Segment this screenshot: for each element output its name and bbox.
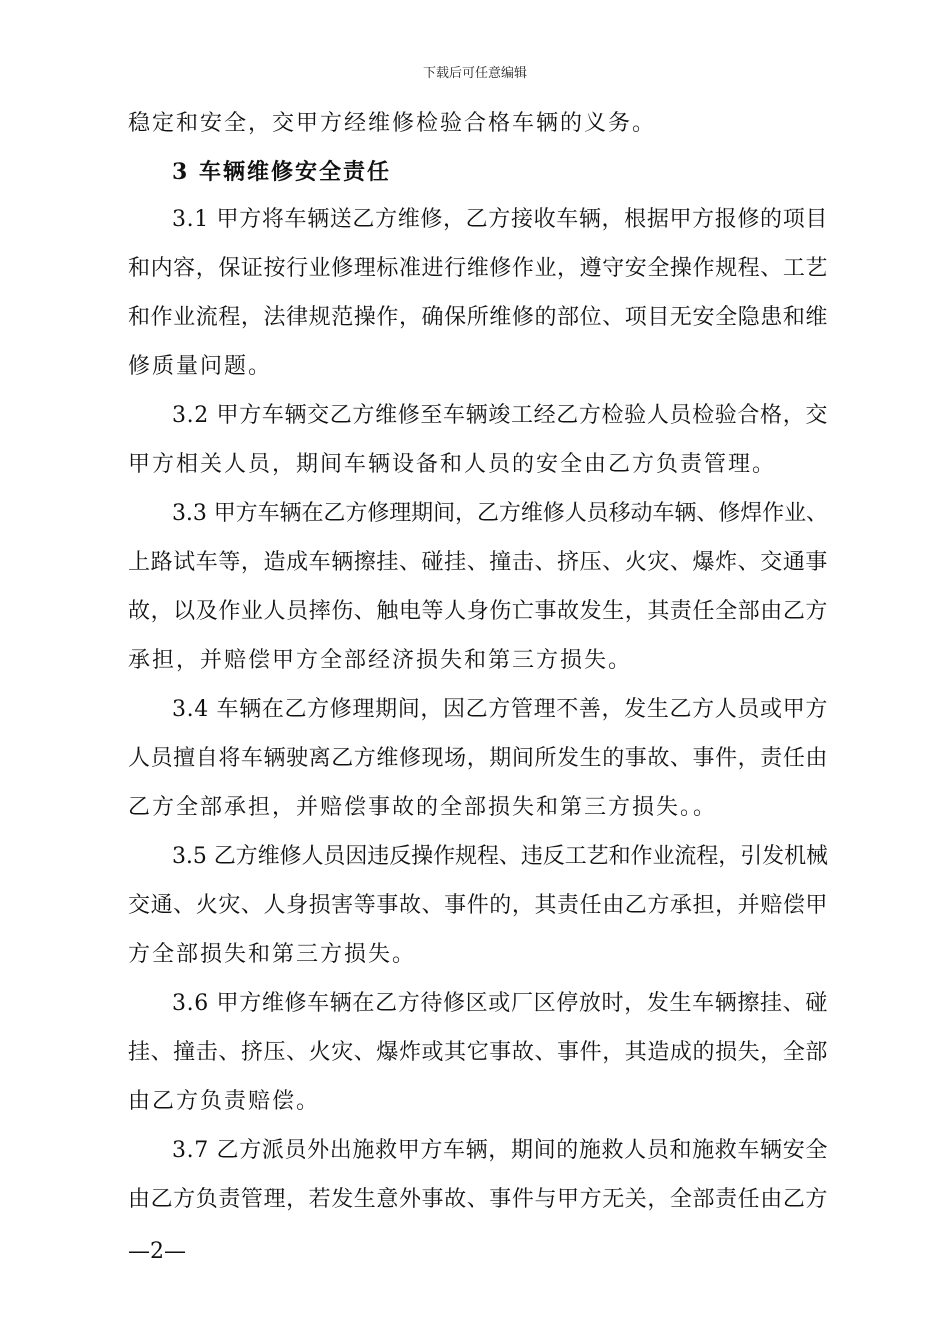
text-line: 3.2 甲方车辆交乙方维修至车辆竣工经乙方检验人员检验合格，交 xyxy=(172,403,828,428)
text-line: 3.4 车辆在乙方修理期间，因乙方管理不善，发生乙方人员或甲方 xyxy=(172,697,828,722)
page-number: —2— xyxy=(128,1239,186,1264)
text-line: 3.5 乙方维修人员因违反操作规程、违反工艺和作业流程，引发机械 xyxy=(172,844,828,869)
section-heading: 3 车辆维修安全责任 xyxy=(172,159,391,185)
text-line: 3.1 甲方将车辆送乙方维修，乙方接收车辆，根据甲方报修的项目 xyxy=(172,207,828,232)
text-line: 由乙方负责管理，若发生意外事故、事件与甲方无关，全部责任由乙方 xyxy=(128,1187,829,1212)
text-line: 3.7 乙方派员外出施救甲方车辆，期间的施救人员和施救车辆安全 xyxy=(172,1138,828,1163)
text-line: 承担，并赔偿甲方全部经济损失和第三方损失。 xyxy=(128,648,633,673)
text-line: 故，以及作业人员摔伤、触电等人身伤亡事故发生，其责任全部由乙方 xyxy=(128,599,829,624)
text-line: 人员擅自将车辆驶离乙方维修现场，期间所发生的事故、事件，责任由 xyxy=(128,746,829,771)
text-line: 稳定和安全，交甲方经维修检验合格车辆的义务。 xyxy=(128,111,657,136)
text-line: 由乙方负责赔偿。 xyxy=(128,1089,321,1114)
text-line: 3.3 甲方车辆在乙方修理期间，乙方维修人员移动车辆、修焊作业、 xyxy=(172,501,828,526)
text-line: 3.6 甲方维修车辆在乙方待修区或厂区停放时，发生车辆擦挂、碰 xyxy=(172,991,828,1016)
text-line: 方全部损失和第三方损失。 xyxy=(128,942,417,967)
page-header: 下载后可任意编辑 xyxy=(422,66,527,81)
text-line: 交通、火灾、人身损害等事故、事件的，其责任由乙方承担，并赔偿甲 xyxy=(128,893,829,918)
text-line: 挂、撞击、挤压、火灾、爆炸或其它事故、事件，其造成的损失，全部 xyxy=(128,1040,829,1065)
text-line: 和作业流程，法律规范操作，确保所维修的部位、项目无安全隐患和维 xyxy=(128,305,829,330)
text-line: 上路试车等，造成车辆擦挂、碰挂、撞击、挤压、火灾、爆炸、交通事 xyxy=(128,550,829,575)
text-line: 和内容，保证按行业修理标准进行维修作业，遵守安全操作规程、工艺 xyxy=(128,256,829,281)
text-line: 甲方相关人员，期间车辆设备和人员的安全由乙方负责管理。 xyxy=(128,452,777,477)
text-line: 修质量问题。 xyxy=(128,354,273,379)
text-line: 乙方全部承担，并赔偿事故的全部损失和第三方损失。。 xyxy=(128,795,718,820)
